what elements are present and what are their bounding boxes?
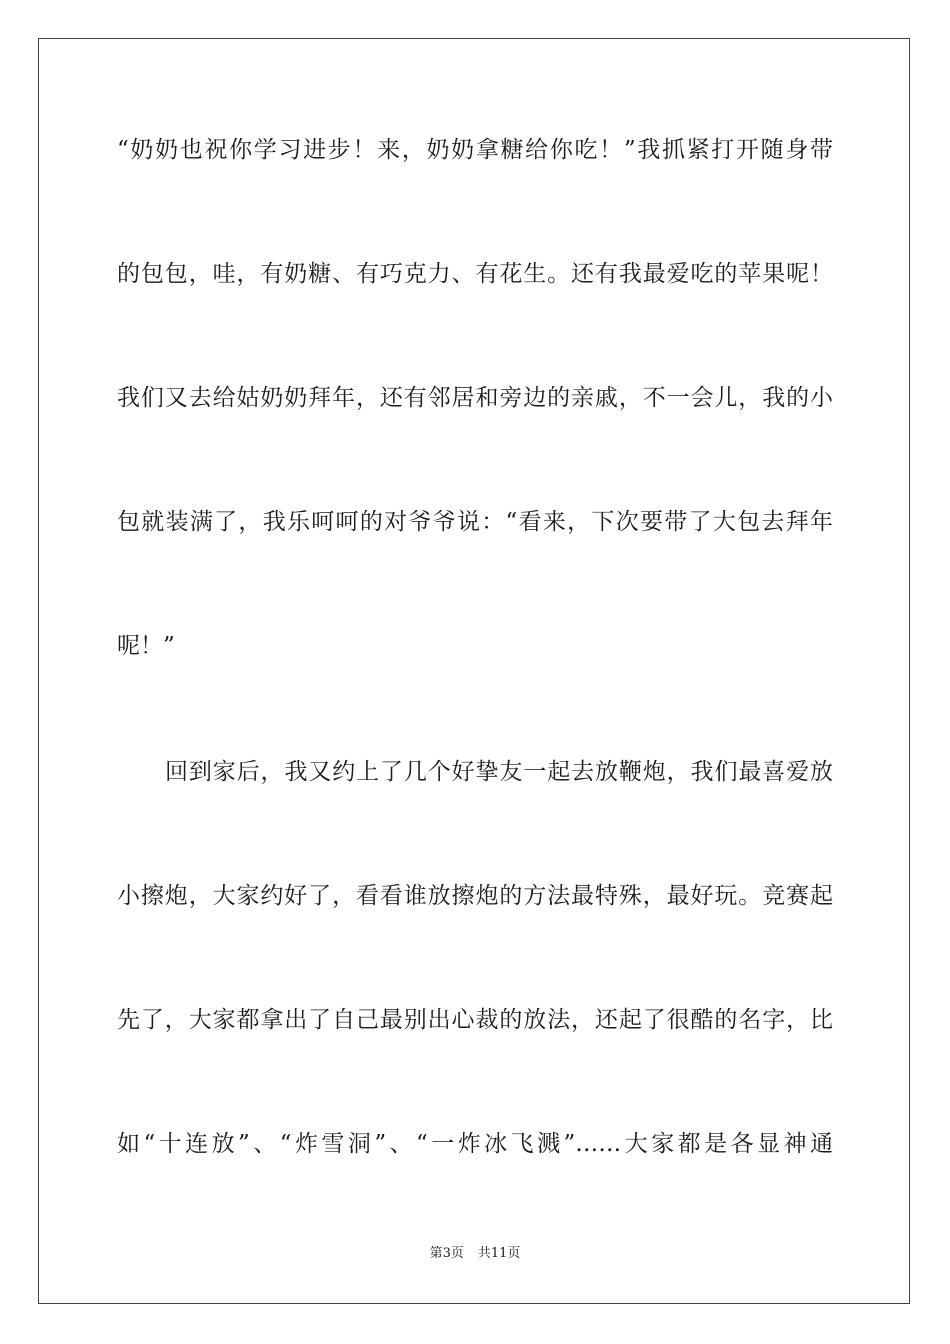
text-line: 如“十连放”、“炸雪洞”、“一炸冰飞溅”……大家都是各显神通: [117, 1131, 833, 1157]
text-line: 呢！”: [117, 633, 175, 659]
text-line: 我们又去给姑奶奶拜年，还有邻居和旁边的亲戚，不一会儿，我的小: [117, 385, 833, 411]
text-line: 的包包，哇，有奶糖、有巧克力、有花生。还有我最爱吃的苹果呢！: [117, 261, 833, 287]
page-number: 第3页: [429, 1246, 464, 1261]
text-line: 小擦炮，大家约好了，看看谁放擦炮的方法最特殊，最好玩。竞赛起: [117, 883, 833, 909]
page-footer: [0, 1244, 950, 1264]
text-line: 包就装满了，我乐呵呵的对爷爷说：“看来，下次要带了大包去拜年: [117, 509, 833, 535]
text-line: “奶奶也祝你学习进步！来，奶奶拿糖给你吃！”我抓紧打开随身带: [117, 137, 833, 163]
page-total: 共11页: [477, 1246, 521, 1261]
page-border: [38, 38, 910, 1304]
paragraph-start-line: 回到家后，我又约上了几个好挚友一起去放鞭炮，我们最喜爱放: [165, 759, 833, 785]
text-line: 先了，大家都拿出了自己最别出心裁的放法，还起了很酷的名字，比: [117, 1007, 833, 1033]
